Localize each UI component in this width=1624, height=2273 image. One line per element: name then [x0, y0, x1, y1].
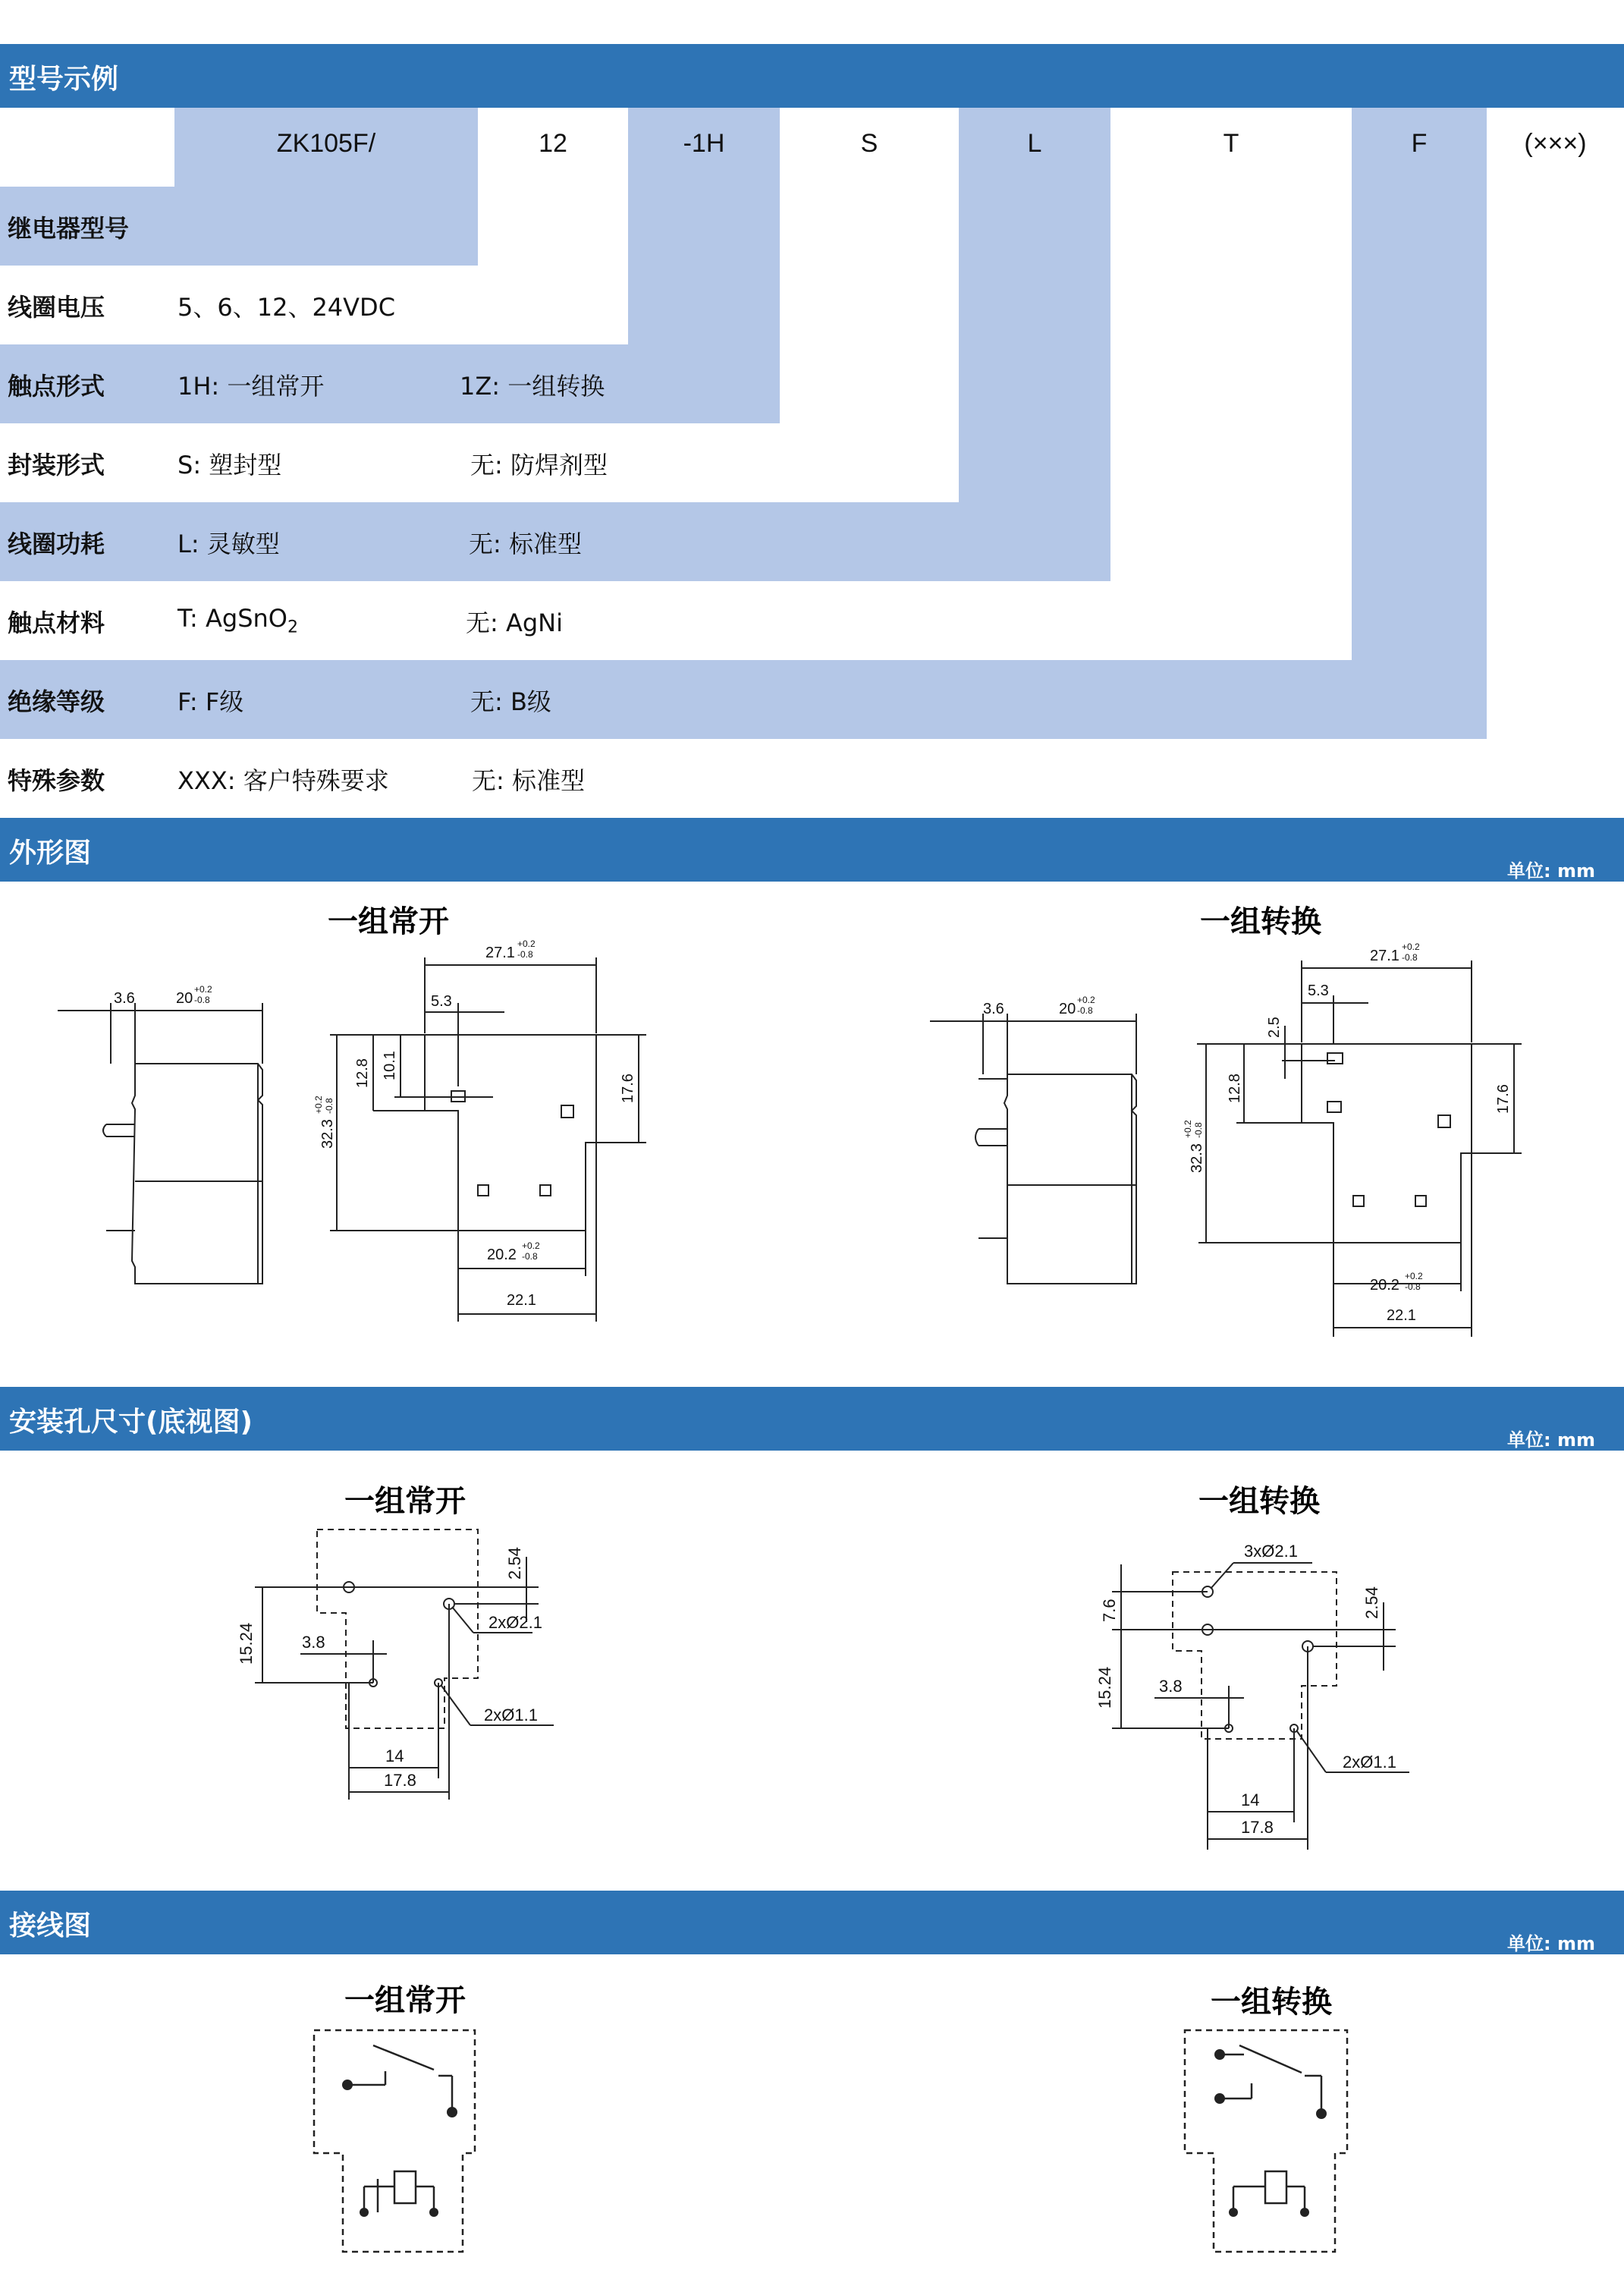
- no-mount-outline: [317, 1529, 478, 1728]
- row-label-contact: 触点形式: [8, 372, 105, 401]
- header-blank-cell: [0, 108, 174, 187]
- row-label-voltage: 线圈电压: [8, 293, 105, 322]
- co-dim-20: 20: [1059, 1001, 1076, 1017]
- code-power: L: [1027, 129, 1042, 158]
- co-side-view: [930, 1014, 1136, 1284]
- code-special: (×××): [1524, 129, 1587, 158]
- row-label-material: 触点材料: [8, 608, 105, 637]
- section-title-mounting: 安装孔尺寸(底视图): [9, 1407, 253, 1438]
- no-dim-32-3: 32.3: [319, 1119, 336, 1149]
- row-special-opt1: XXX: 客户特殊要求: [177, 766, 389, 795]
- no-hole-2x21: 2xØ2.1: [488, 1613, 542, 1632]
- wiring-drawings: [0, 1954, 1624, 2273]
- code-insulation: F: [1411, 129, 1428, 158]
- no-dim-27-1: 27.1: [485, 945, 515, 961]
- co-wiring-outline: [1185, 2030, 1347, 2252]
- co-dim-17-6: 17.6: [1495, 1084, 1512, 1114]
- row-label-insulation: 绝缘等级: [8, 687, 105, 716]
- co-dim-20-2-tol-m: -0.8: [1405, 1281, 1421, 1292]
- row-label-special: 特殊参数: [8, 766, 105, 795]
- no-dim-5-3: 5.3: [431, 993, 452, 1010]
- no-dim-20-2: 20.2: [487, 1247, 517, 1263]
- code-model: ZK105F/: [276, 129, 376, 158]
- no-side-view: [58, 1003, 262, 1284]
- co-dim-32-3-tol-p: +0.2: [1183, 1120, 1193, 1138]
- section-bar-outline: [0, 818, 1624, 882]
- co-hole-15-24: 15.24: [1095, 1666, 1114, 1709]
- row-enclosure-opt1: S: 塑封型: [177, 451, 282, 479]
- highlight-insulation-col: [1352, 108, 1487, 660]
- co-top-view: [1197, 960, 1522, 1337]
- no-dim-27-1-tol-m: -0.8: [517, 949, 533, 960]
- co-hole-17-8: 17.8: [1241, 1818, 1274, 1837]
- row-insulation-opt1: F: F级: [177, 687, 244, 716]
- row-power-opt2: 无: 标准型: [469, 530, 582, 558]
- co-hole-7-6: 7.6: [1100, 1599, 1119, 1622]
- no-dim-20-tol-m: -0.8: [194, 995, 210, 1005]
- mount-heading-no: 一组常开: [344, 1484, 466, 1519]
- co-hole-14: 14: [1241, 1790, 1260, 1809]
- row-enclosure-opt2: 无: 防焊剂型: [470, 451, 608, 479]
- no-hole-17-8: 17.8: [384, 1771, 416, 1790]
- co-dim-32-3: 32.3: [1189, 1143, 1205, 1173]
- wiring-heading-co: 一组转换: [1211, 1985, 1332, 2020]
- co-dim-5-3: 5.3: [1308, 982, 1329, 999]
- section-bar-mounting: [0, 1387, 1624, 1451]
- co-dim-20-2: 20.2: [1370, 1277, 1399, 1294]
- no-wiring-outline: [314, 2030, 475, 2252]
- co-dim-3-6: 3.6: [983, 1001, 1004, 1017]
- section-bar-wiring: [0, 1891, 1624, 1954]
- code-voltage: 12: [539, 129, 567, 158]
- unit-label-wiring: 单位: mm: [1507, 1933, 1595, 1954]
- no-dim-20: 20: [176, 990, 193, 1007]
- row-special-opt2: 无: 标准型: [472, 766, 585, 795]
- row-voltage-opt1: 5、6、12、24VDC: [177, 293, 396, 322]
- co-dim-20-2-tol-p: +0.2: [1405, 1271, 1423, 1281]
- no-dim-10-1: 10.1: [382, 1051, 398, 1080]
- co-dim-20-tol-m: -0.8: [1077, 1005, 1093, 1016]
- highlight-contact-form-row: [0, 344, 780, 423]
- no-dim-32-3-tol-m: -0.8: [324, 1098, 335, 1114]
- no-hole-14: 14: [385, 1746, 404, 1765]
- co-dim-2-5: 2.5: [1266, 1017, 1283, 1038]
- unit-label-outline: 单位: mm: [1507, 860, 1595, 882]
- co-dim-20-tol-p: +0.2: [1077, 995, 1095, 1005]
- no-hole-3-8: 3.8: [302, 1633, 325, 1652]
- outline-heading-no: 一组常开: [328, 904, 449, 939]
- row-label-model: 继电器型号: [8, 214, 130, 243]
- section-bar-model: [0, 44, 1624, 108]
- code-contact: -1H: [683, 129, 725, 158]
- row-power-opt1: L: 灵敏型: [177, 530, 280, 558]
- no-dim-20-tol-p: +0.2: [194, 984, 212, 995]
- row-label-power: 线圈功耗: [8, 530, 105, 558]
- row-label-enclosure: 封装形式: [8, 451, 105, 479]
- wiring-heading-no: 一组常开: [344, 1983, 466, 2018]
- no-dim-20-2-tol-p: +0.2: [522, 1240, 540, 1251]
- no-dim-27-1-tol-p: +0.2: [517, 938, 536, 949]
- mount-heading-co: 一组转换: [1198, 1484, 1320, 1519]
- co-dim-27-1: 27.1: [1370, 948, 1399, 964]
- co-hole-3x21: 3xØ2.1: [1244, 1542, 1298, 1561]
- co-hole-2-54: 2.54: [1362, 1586, 1381, 1619]
- material-opt1-sub: 2: [287, 618, 298, 637]
- co-mount-outline: [1173, 1572, 1337, 1739]
- outline-drawings: [0, 882, 1624, 1367]
- row-contact-opt2: 1Z: 一组转换: [460, 372, 605, 401]
- code-enclosure: S: [860, 129, 878, 158]
- row-insulation-opt2: 无: B级: [470, 687, 551, 716]
- no-hole-2x11: 2xØ1.1: [484, 1706, 538, 1724]
- co-hole-2x11: 2xØ1.1: [1343, 1753, 1396, 1772]
- no-hole-15-24: 15.24: [237, 1622, 256, 1665]
- highlight-enclosure: [959, 108, 1110, 502]
- co-dim-12-8: 12.8: [1227, 1074, 1243, 1103]
- outline-heading-co: 一组转换: [1200, 904, 1321, 939]
- unit-label-mounting: 单位: mm: [1507, 1429, 1595, 1451]
- row-material-opt1: [177, 604, 298, 637]
- co-hole-3-8: 3.8: [1159, 1677, 1183, 1696]
- no-dim-17-6: 17.6: [620, 1074, 636, 1103]
- section-title-outline: 外形图: [9, 838, 92, 869]
- no-top-view: [330, 957, 646, 1322]
- no-hole-2-54: 2.54: [505, 1547, 524, 1580]
- co-dim-27-1-tol-m: -0.8: [1402, 952, 1418, 963]
- row-material-opt2: 无: AgNi: [466, 608, 563, 637]
- co-dim-22-1: 22.1: [1387, 1307, 1416, 1324]
- section-title-wiring: 接线图: [9, 1910, 92, 1941]
- code-material: T: [1223, 129, 1239, 158]
- co-dim-32-3-tol-m: -0.8: [1193, 1122, 1204, 1138]
- no-dim-20-2-tol-m: -0.8: [522, 1251, 538, 1262]
- no-dim-3-6: 3.6: [114, 990, 135, 1007]
- row-contact-opt1: 1H: 一组常开: [177, 372, 325, 401]
- section-title-model: 型号示例: [9, 64, 119, 95]
- no-dim-32-3-tol-p: +0.2: [313, 1096, 324, 1114]
- no-dim-22-1: 22.1: [507, 1292, 536, 1309]
- material-opt1-text: T: AgSnO: [177, 604, 287, 633]
- mounting-drawings: [0, 1451, 1624, 1875]
- co-dim-27-1-tol-p: +0.2: [1402, 942, 1420, 952]
- no-dim-12-8: 12.8: [354, 1058, 371, 1088]
